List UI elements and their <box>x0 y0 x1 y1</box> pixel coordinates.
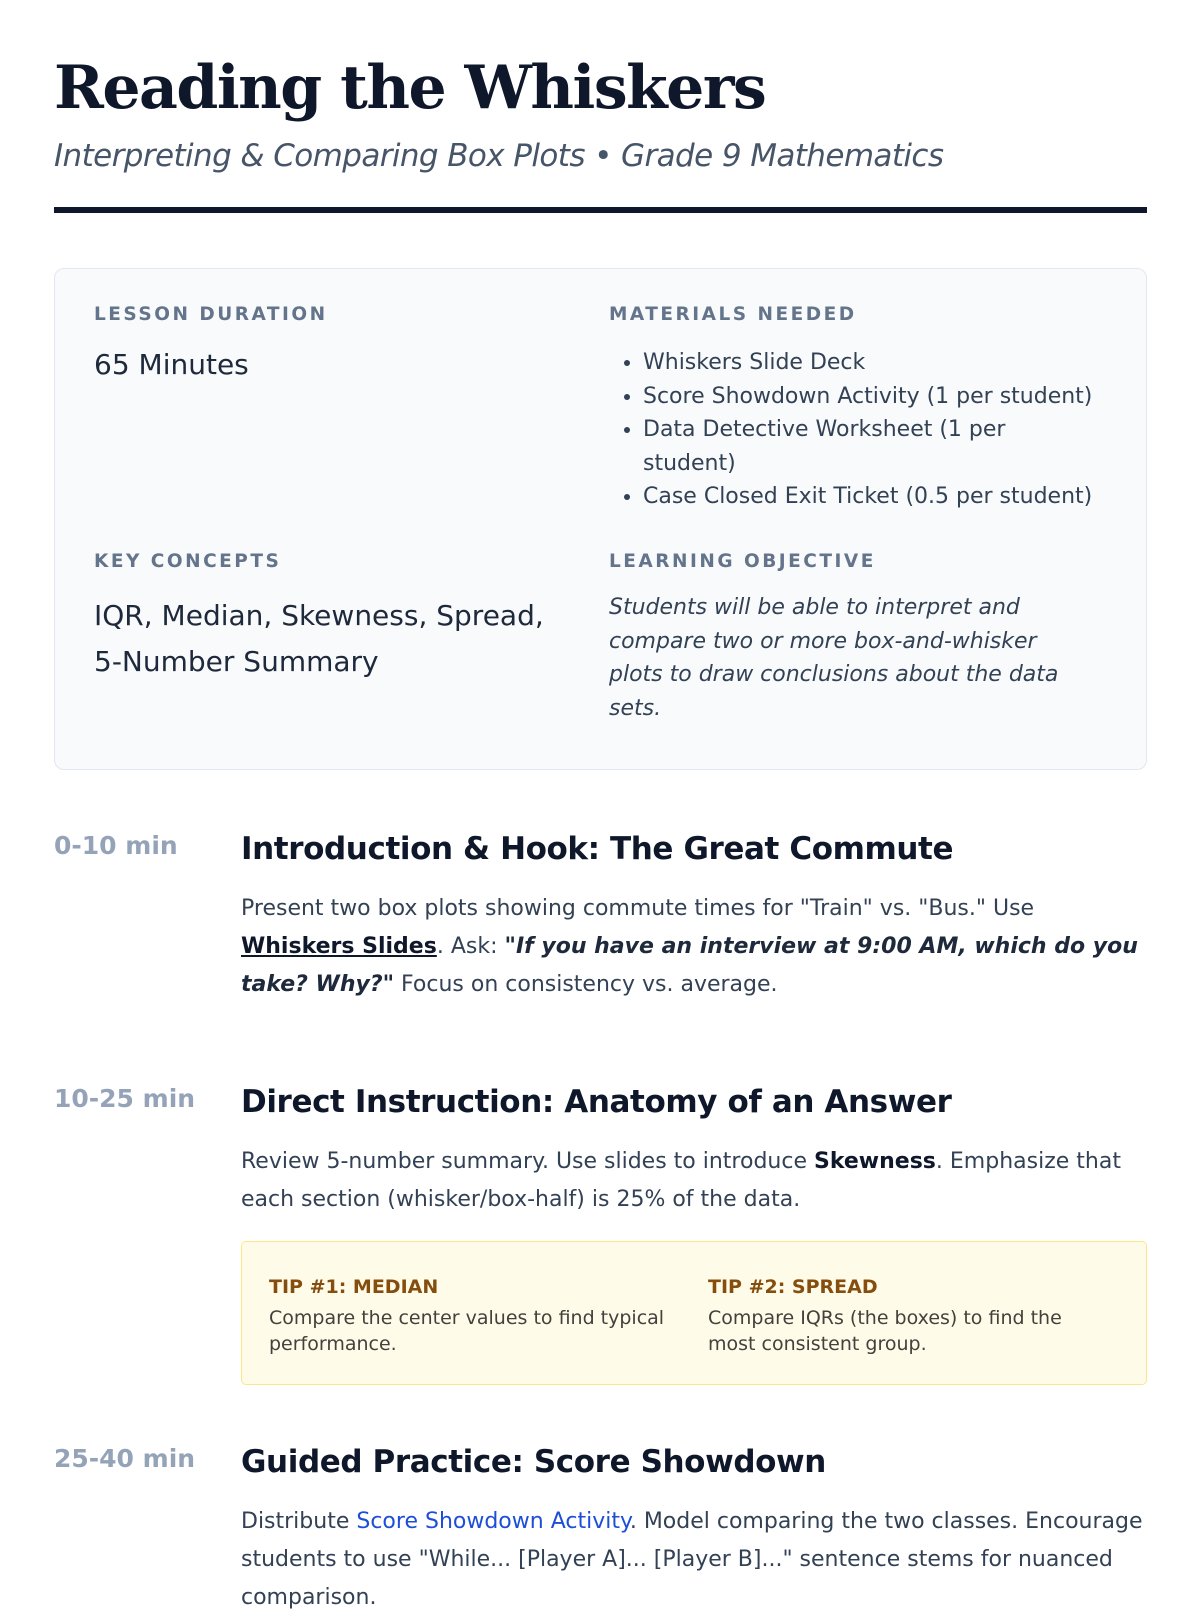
tip-body: Compare the center values to find typical performance. <box>269 1306 665 1355</box>
lesson-info-card <box>54 268 1147 770</box>
body-text: Review 5-number summary. Use slides to introduce <box>241 1149 814 1175</box>
section-guided-practice <box>241 1444 1146 1617</box>
section-direct-instruction <box>241 1084 1146 1219</box>
duration-value: 65 Minutes <box>94 348 249 382</box>
body-text: Distribute <box>241 1509 357 1535</box>
section-title: Direct Instruction: Anatomy of an Answer <box>241 1084 952 1120</box>
concepts-value: IQR, Median, Skewness, Spread, 5-Number Summary <box>94 599 544 679</box>
body-text: Present two box plots showing commute times for "Train" vs. "Bus." Use <box>241 896 1035 922</box>
body-text: . Emphasize that each section (whisker/box-half) is 25% of the data. <box>241 1149 1121 1213</box>
body-text: . Model comparing the two classes. Encourage students to use "While... [Player A]... [Player B]..." sentence stems for nuanced comparison. <box>241 1509 1143 1611</box>
header-divider <box>54 207 1147 213</box>
body-text: Focus on consistency vs. average. <box>394 972 778 998</box>
duration-field <box>94 304 554 382</box>
score-showdown-link[interactable]: Score Showdown Activity <box>356 1509 630 1535</box>
page-subtitle: Interpreting & Comparing Box Plots • Grade 9 Mathematics <box>54 138 944 174</box>
materials-item: • Whiskers Slide Deck <box>643 346 1109 380</box>
tip-median <box>269 1276 669 1357</box>
hook-question: "If you have an interview at 9:00 AM, which do you take? Why?" <box>241 934 1138 998</box>
section-time: 25-40 min <box>54 1444 196 1473</box>
section-body <box>241 1143 1146 1219</box>
tips-box <box>241 1241 1147 1385</box>
section-intro <box>241 831 1146 1004</box>
tip-title: TIP #1: MEDIAN <box>269 1276 439 1298</box>
duration-label: LESSON DURATION <box>94 304 328 325</box>
concepts-field <box>94 551 574 685</box>
section-title: Introduction & Hook: The Great Commute <box>241 831 954 867</box>
section-body <box>241 890 1146 1004</box>
materials-item: • Score Showdown Activity (1 per student) <box>643 380 1109 414</box>
materials-field <box>609 304 1109 514</box>
skewness-term: Skewness <box>814 1149 936 1175</box>
materials-list <box>609 346 1109 514</box>
concepts-label: KEY CONCEPTS <box>94 551 282 572</box>
materials-item: • Case Closed Exit Ticket (0.5 per student) <box>643 480 1109 514</box>
objective-field <box>609 551 1069 725</box>
tip-body: Compare IQRs (the boxes) to find the most consistent group. <box>708 1306 1062 1355</box>
body-text: . Ask: <box>436 934 505 960</box>
whiskers-slides-link[interactable]: Whiskers Slides <box>241 934 437 960</box>
materials-label: MATERIALS NEEDED <box>609 304 857 325</box>
section-time: 0-10 min <box>54 831 178 860</box>
materials-item: • Data Detective Worksheet (1 per student) <box>643 413 1109 480</box>
objective-value: Students will be able to interpret and compare two or more box-and-whisker plots to draw conclusions about the data sets. <box>609 595 1059 721</box>
section-time: 10-25 min <box>54 1084 196 1113</box>
tip-title: TIP #2: SPREAD <box>708 1276 878 1298</box>
section-title: Guided Practice: Score Showdown <box>241 1444 826 1480</box>
objective-label: LEARNING OBJECTIVE <box>609 551 876 572</box>
tip-spread <box>708 1276 1108 1357</box>
page-title: Reading the Whiskers <box>54 53 766 123</box>
